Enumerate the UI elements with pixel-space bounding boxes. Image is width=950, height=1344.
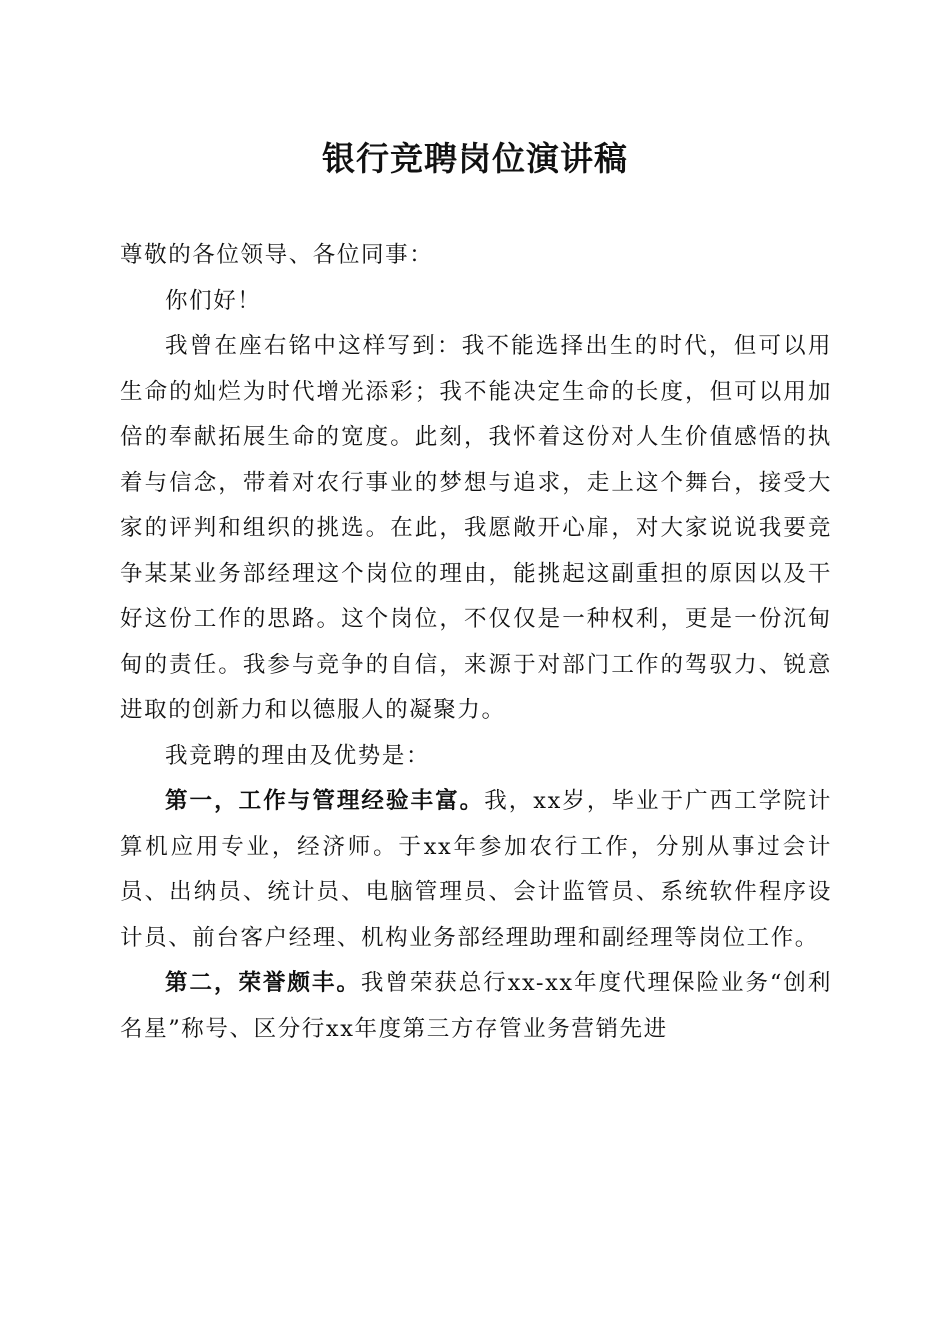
point-1-text: 我，xx岁，毕业于广西工学院计算机应用专业，经济师。于xx年参加农行工作，分别从事过会计员、出纳员、统计员、电脑管理员、会计监管员、系统软件程序设计员、前台客户经理、机构业务部经理助理和副经理等岗位工作。 xyxy=(120,788,832,951)
point-1-heading: 第一，工作与管理经验丰富。 xyxy=(165,788,485,814)
point-2-paragraph xyxy=(120,961,832,1052)
point-1-paragraph xyxy=(120,779,832,961)
document-body xyxy=(120,233,832,1052)
intro-paragraph: 我曾在座右铭中这样写到：我不能选择出生的时代，但可以用生命的灿烂为时代增光添彩；我不能决定生命的长度，但可以用加倍的奉献拓展生命的宽度。此刻，我怀着这份对人生价值感悟的执着与信念，带着对农行事业的梦想与追求，走上这个舞台，接受大家的评判和组织的挑选。在此，我愿敞开心扉，对大家说说我要竞争某某业务部经理这个岗位的理由，能挑起这副重担的原因以及干好这份工作的思路。这个岗位，不仅仅是一种权利，更是一份沉甸甸的责任。我参与竞争的自信，来源于对部门工作的驾驭力、锐意进取的创新力和以德服人的凝聚力。 xyxy=(120,333,832,723)
salutation: 尊敬的各位领导、各位同事： xyxy=(120,242,434,268)
point-2-heading: 第二，荣誉颇丰。 xyxy=(165,970,361,996)
point-2-text: 我曾荣获总行xx-xx年度代理保险业务“创利名星”称号、区分行xx年度第三方存管业务营销先进 xyxy=(120,970,832,1042)
reasons-heading: 我竞聘的理由及优势是： xyxy=(165,742,431,769)
document-title: 银行竞聘岗位演讲稿 xyxy=(322,139,628,178)
greeting: 你们好！ xyxy=(165,287,262,314)
